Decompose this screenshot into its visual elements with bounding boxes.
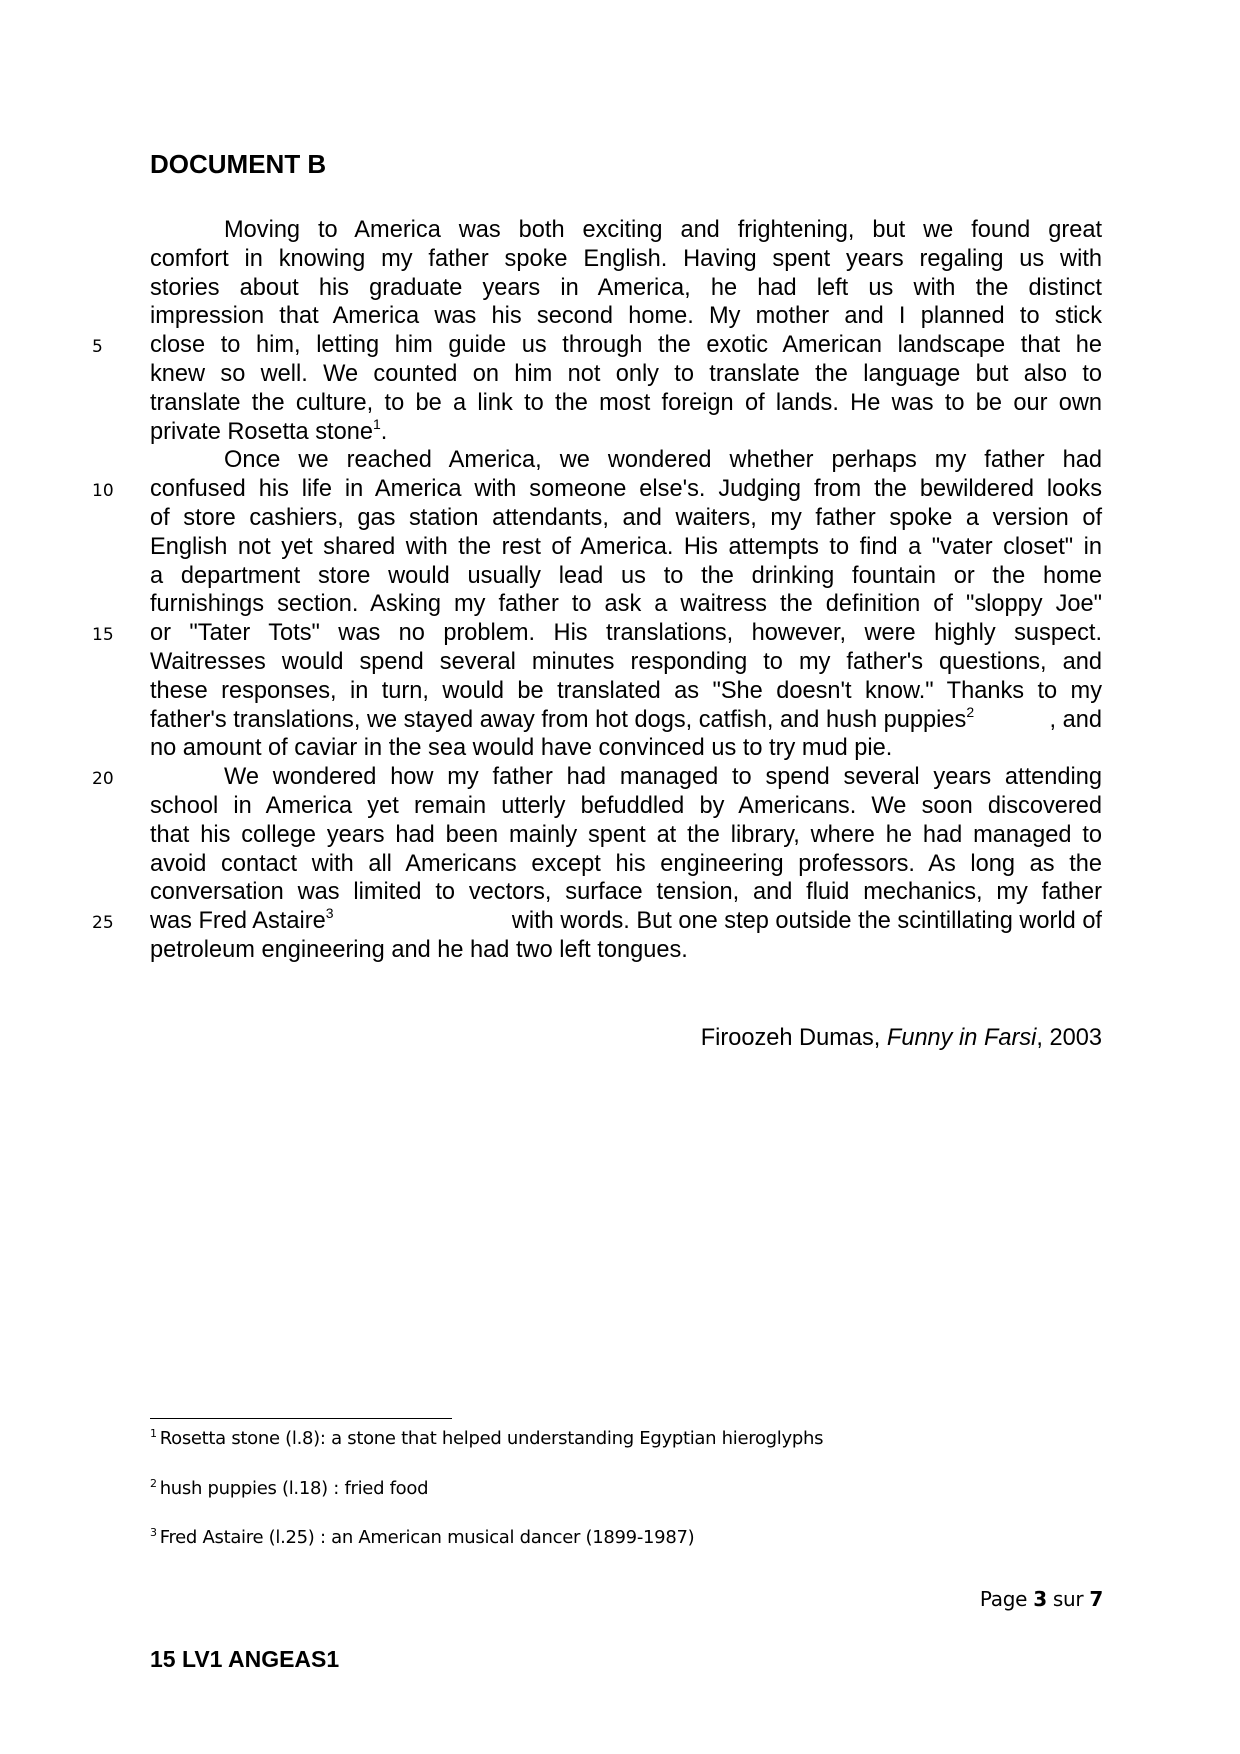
page-number [980, 1587, 1103, 1611]
footnote-separator [150, 1418, 452, 1419]
line-text: , and [1049, 707, 1102, 733]
text-line: stories about his graduate years in America, he had left us with the distinct [150, 275, 1102, 301]
text-line: Waitresses would spend several minutes responding to my father's questions, and [150, 649, 1102, 675]
publication-year: , 2003 [1036, 1025, 1102, 1051]
exam-code: 15 LV1 ANGEAS1 [150, 1646, 340, 1672]
line-number-15: 15 [92, 625, 114, 645]
footnote-text: Fred Astaire (l.25) : an American musical dancer (1899-1987) [159, 1527, 695, 1548]
text-line: knew so well. We counted on him not only to translate the language but also to [150, 361, 1102, 387]
text-line: these responses, in turn, would be translated as "She doesn't know." Thanks to my [150, 678, 1102, 704]
author: Firoozeh Dumas, [700, 1025, 887, 1051]
footnote [150, 1428, 823, 1450]
footnote-marker: 3 [150, 1526, 157, 1539]
line-text: private Rosetta stone [150, 419, 373, 445]
current-page: 3 [1033, 1587, 1047, 1611]
book-title: Funny in Farsi [886, 1025, 1037, 1051]
line-text: with words. But one step outside the scintillating world of [505, 908, 1102, 934]
text-line: that his college years had been mainly spent at the library, where he had managed to [150, 822, 1102, 848]
page-label: Page [979, 1587, 1034, 1611]
text-line: English not yet shared with the rest of America. His attempts to find a "vater closet" in [150, 534, 1102, 560]
text-line: of store cashiers, gas station attendants, and waiters, my father spoke a version of [150, 505, 1102, 531]
line-text-start [150, 907, 334, 936]
text-line: impression that America was his second home. My mother and I planned to stick [150, 303, 1102, 329]
line-number-25: 25 [92, 913, 114, 933]
text-line: confused his life in America with someone else's. Judging from the bewildered looks [150, 476, 1102, 502]
total-pages: 7 [1089, 1587, 1103, 1611]
text-line: petroleum engineering and he had two left tongues. [150, 937, 688, 963]
footnote-ref-1: 1 [372, 416, 381, 432]
text-line: We wondered how my father had managed to spend several years attending [224, 764, 1102, 790]
document-title: DOCUMENT B [150, 149, 327, 179]
text-line: translate the culture, to be a link to the most foreign of lands. He was to be our own [150, 390, 1102, 416]
text-line: school in America yet remain utterly befuddled by Americans. We soon discovered [150, 793, 1102, 819]
text-line: a department store would usually lead us to the drinking fountain or the home [150, 563, 1102, 589]
text-line: avoid contact with all Americans except his engineering professors. As long as the [150, 851, 1102, 877]
text-line: no amount of caviar in the sea would have convinced us to try mud pie. [150, 735, 893, 761]
text-line [150, 907, 1102, 936]
footnote-text: Rosetta stone (l.8): a stone that helped understanding Egyptian hieroglyphs [159, 1428, 824, 1449]
footnote-marker: 1 [150, 1427, 157, 1440]
footnote-marker: 2 [150, 1477, 157, 1490]
line-number-5: 5 [92, 337, 103, 357]
text-line: conversation was limited to vectors, surface tension, and fluid mechanics, my father [150, 879, 1102, 905]
text-line: comfort in knowing my father spoke English. Having spent years regaling us with [150, 246, 1102, 272]
page-separator: sur [1046, 1587, 1090, 1611]
footnote-ref-3: 3 [325, 905, 334, 921]
line-number-20: 20 [92, 769, 114, 789]
line-text-start [150, 706, 974, 735]
text-line [150, 706, 1102, 735]
line-text: was Fred Astaire [150, 908, 326, 934]
footnote [150, 1478, 428, 1500]
line-text: . [380, 419, 388, 445]
footnote-ref-2: 2 [966, 704, 975, 720]
source-attribution [701, 1024, 1102, 1053]
footnote [150, 1527, 694, 1549]
text-line: or "Tater Tots" was no problem. His translations, however, were highly suspect. [150, 620, 1102, 646]
line-text: father's translations, we stayed away from hot dogs, catfish, and hush puppies [150, 707, 967, 733]
text-line: furnishings section. Asking my father to ask a waitress the definition of "sloppy Joe" [150, 591, 1102, 617]
line-number-10: 10 [92, 481, 114, 501]
text-line: Once we reached America, we wondered whether perhaps my father had [224, 447, 1102, 473]
text-line: Moving to America was both exciting and frightening, but we found great [224, 217, 1102, 243]
text-line: close to him, letting him guide us through the exotic American landscape that he [150, 332, 1102, 358]
text-line [150, 418, 1102, 447]
footnote-text: hush puppies (l.18) : fried food [159, 1478, 429, 1499]
